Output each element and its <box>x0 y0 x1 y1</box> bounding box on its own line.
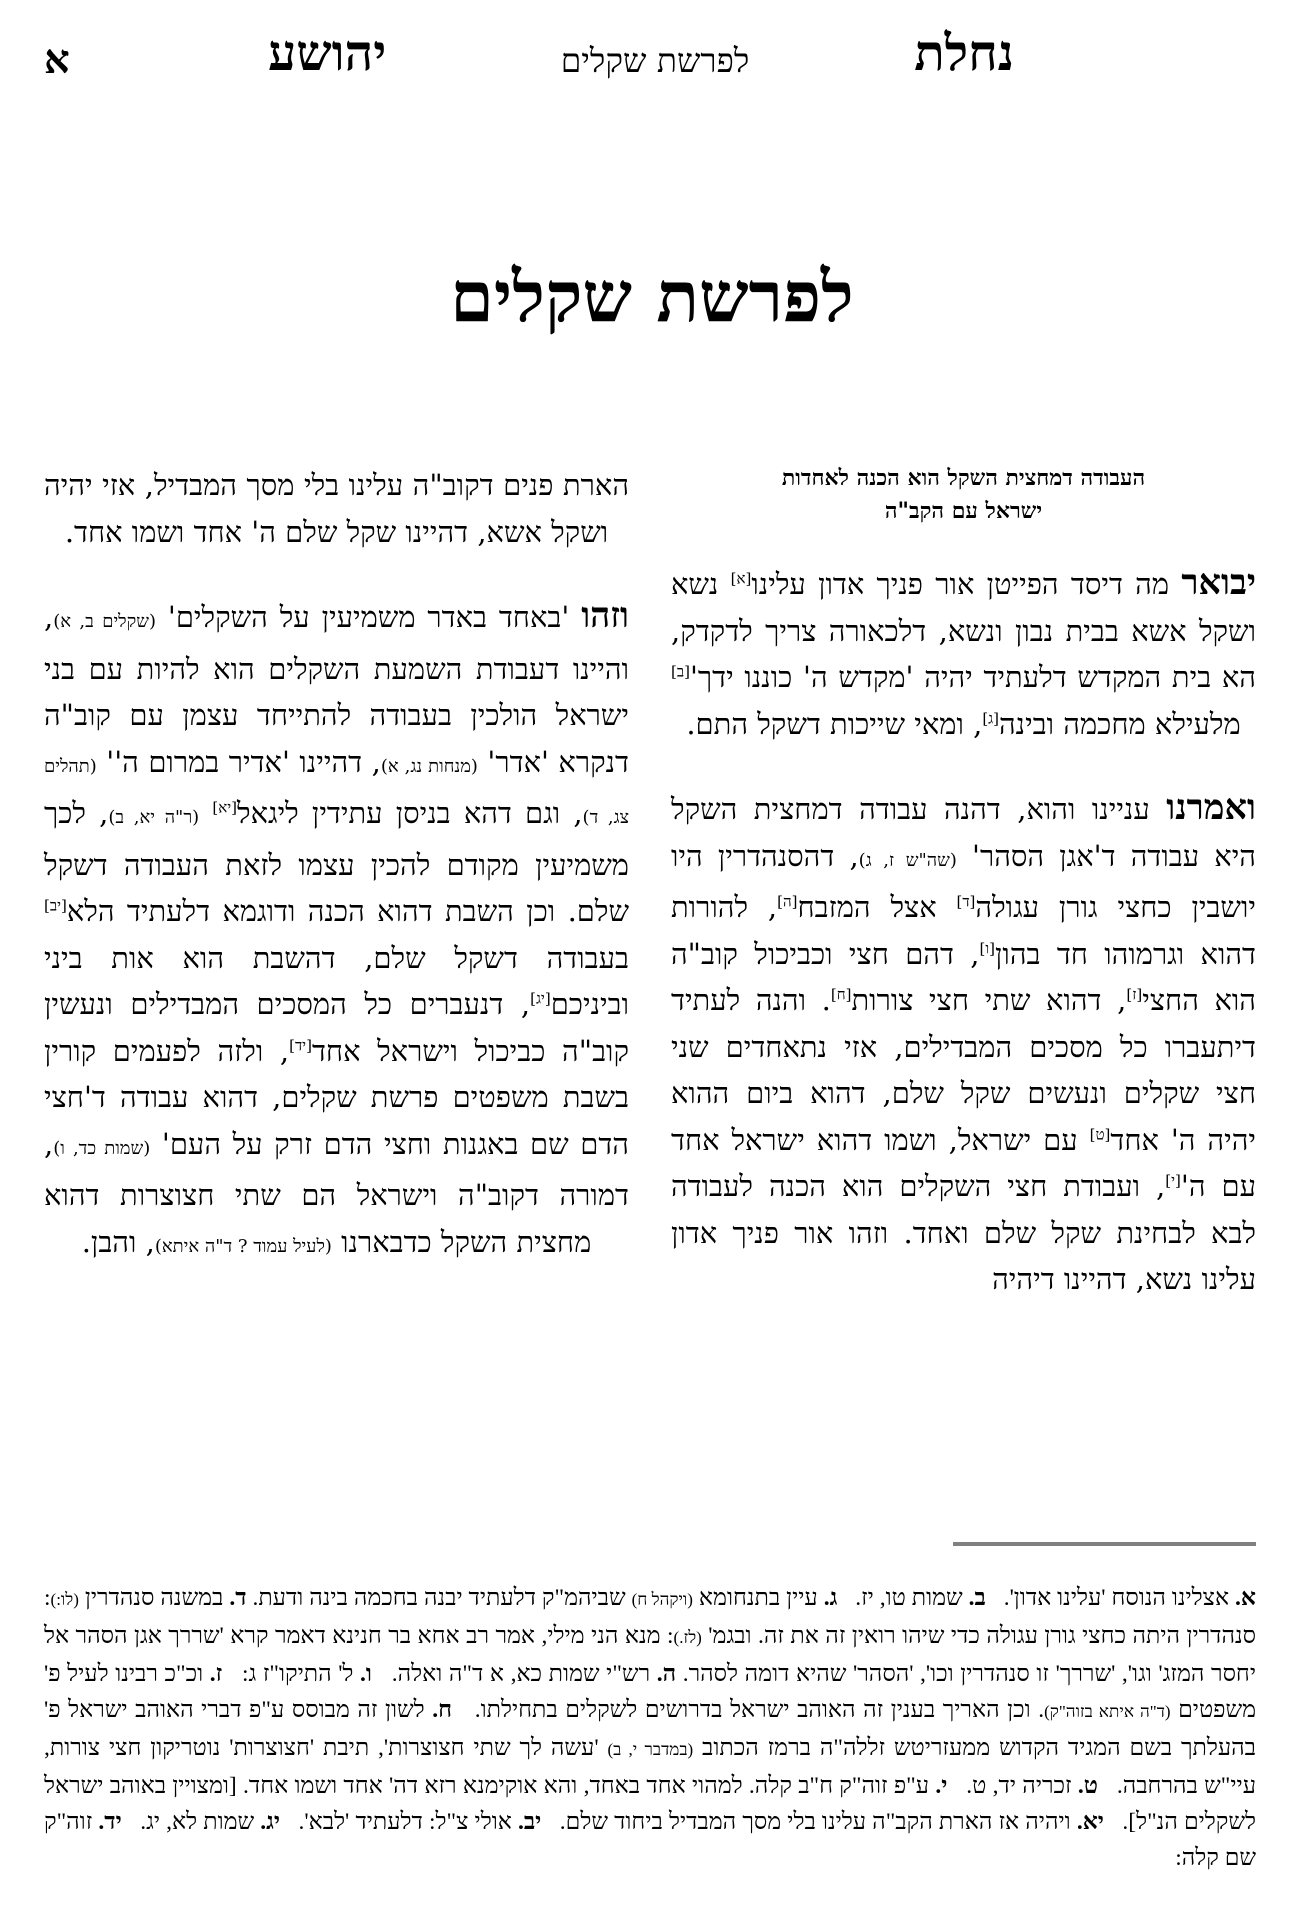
footnote-text: זכריה יד, ט. <box>966 1773 1078 1799</box>
paragraph-1 <box>671 560 1256 747</box>
footnote-ref[interactable]: [ז] <box>1126 985 1143 1004</box>
subheading <box>671 462 1256 528</box>
footnote-text: עיין בתנחומא <box>692 1585 824 1611</box>
text-run: , להורות דהוא וגרמוהו חד בהון <box>671 890 1256 971</box>
footnote-text: ל' התיקו"ז ג: <box>241 1661 361 1687</box>
footnote-text: ויהיה אז הארת הקב"ה עלינו בלי מסך המבדיל ביחוד שלם. <box>559 1809 1077 1835</box>
source-citation: (שקלים ב, א) <box>53 611 156 632</box>
section-title: לפרשת שקלים <box>450 255 854 338</box>
footnote-text: רש"י שמות כא, א ד"ה ואלה. <box>391 1661 657 1687</box>
text-run: , ולזה לפעמים קורין בשבת משפטים פרשת שקלים, דהוא עבודה ד'חצי הדם שם באגנות וחצי הדם זרק על העם' <box>44 1033 629 1161</box>
text-run: , והיינו דעבודת השמעת השקלים הוא להיות עם בני ישראל הולכין בעבודה להתייחד עצמן עם קוב"ה דנקרא 'אדר' <box>44 600 629 779</box>
running-header-title-left: יהושע <box>268 23 387 82</box>
footnote-letter: א. <box>1235 1585 1257 1611</box>
text-run: . והנה לעתיד דיתעברו כל מסכים המבדילים, אזי נתאחדים שני חצי שקלים ונעשים שקל שלם, דהוא ביום ההוא יהיה ה' אחד <box>671 983 1256 1157</box>
source-citation: (שה"ש ז, ג) <box>858 849 957 871</box>
text-run: , דנעברים כל המסכים המבדילים ונעשין קוב"ה כביכול וישראל אחד <box>44 987 629 1068</box>
text-run: מלעילא מחכמה ובינה <box>998 706 1241 741</box>
footnote-letter: ב. <box>968 1585 986 1611</box>
text-run: מה דיסד הפייטן אור פניך אדון עלינו <box>751 567 1182 601</box>
footnote-item <box>855 1585 986 1611</box>
paragraph-opener: ואמרנו <box>1166 787 1256 828</box>
footnote-ref[interactable]: [ב] <box>671 662 690 681</box>
text-run: , לכך משמיעין מקודם להכין עצמו לזאת העבודה דשקל שלם. וכן השבת דהוא הכנה ודוגמא דלעתיד הלא <box>44 796 629 928</box>
footnote-item <box>560 1809 1104 1835</box>
footnote-ref[interactable]: [ג] <box>982 708 999 727</box>
footnote-text: 'עשה לך שתי חצוצרות', תיבת 'חצוצרות' נוטריקון חצי צורות, עיי"ש בהרחבה. <box>44 1735 1256 1799</box>
footnote-text: אולי צ"ל: דלעתיד 'לבא'. <box>298 1809 518 1835</box>
footnote-text: . וכן האריך בענין זה האוהב ישראל בדרושים לשקלים בתחילתו. <box>474 1697 1045 1723</box>
text-run: , דהם חצי וכביכול קוב"ה הוא החצי <box>671 936 1256 1017</box>
text-run: , ומאי שייכות דשקל התם. <box>686 706 983 741</box>
footnote-letter: יב. <box>517 1809 542 1835</box>
text-run: , ועבודת חצי השקלים הוא הכנה לעבודה לבא לבחינת שקל שלם ואחד. וזהו אור פניך אדון עלינו נשא, דהיינו דיהיה <box>671 1169 1256 1296</box>
footnote-ref[interactable]: [ט] <box>1089 1124 1111 1143</box>
footnote-letter: ט. <box>1077 1773 1098 1799</box>
footnote-text: שמות לא, יג. <box>140 1809 261 1835</box>
text-run: נשא ושקל אשא בבית נבון ונשא, דלכאורה צריך לדקדק, הא בית המקדש דלעתיד יהיה 'מקדש ה' כוננו ידך' <box>671 567 1256 694</box>
footnote-text: שמות טו, יז. <box>855 1585 969 1611</box>
text-run: , דהסנהדרין היו יושבין כחצי גורן עגולה <box>671 838 1256 924</box>
footnote-letter: י. <box>935 1773 948 1799</box>
footnote-letter: ד. <box>229 1585 247 1611</box>
text-run: אצל המזבח <box>797 890 957 924</box>
footnote-item <box>966 1773 1098 1799</box>
footnote-text: : סנהדרין היתה כחצי גורן עגולה כדי שיהו רואין זה את זה. ובגמ' <box>44 1585 1256 1649</box>
footnote-source: (לז.) <box>673 1628 702 1647</box>
footnote-ref[interactable]: [ד] <box>956 892 976 911</box>
footnotes <box>44 1580 1256 1876</box>
footnote-ref[interactable]: [ו] <box>979 938 996 957</box>
footnote-letter: ו. <box>360 1661 372 1687</box>
page-number: א <box>44 36 70 83</box>
text-run: עניינו והוא, דהנה עבודה דמחצית השקל היא עבודה ד'אגן הסהר' <box>671 792 1256 873</box>
footnote-ref[interactable]: [יב] <box>44 896 67 915</box>
footnote-text: שביהמ"ק דלעתיד יבנה בחכמה בינה ודעת. <box>252 1585 632 1611</box>
footnote-divider <box>953 1542 1256 1546</box>
text-run: , דהיינו 'אדיר במרום ה'' <box>96 744 381 779</box>
footnote-text: אצלינו הנוסח 'עלינו אדון'. <box>1003 1585 1236 1611</box>
footnote-letter: יא. <box>1076 1809 1104 1835</box>
running-header <box>0 18 1304 88</box>
footnote-item <box>392 1661 676 1687</box>
text-run: , והבן. <box>81 1224 155 1259</box>
footnote-ref[interactable]: [יד] <box>289 1035 312 1054</box>
footnote-item <box>252 1585 837 1611</box>
footnote-source: (לו:) <box>50 1590 79 1609</box>
text-run: 'באחד באדר משמיעין על השקלים' <box>155 600 582 634</box>
footnote-letter: ה. <box>656 1661 677 1687</box>
source-citation: (מנחות נג, א) <box>380 755 478 777</box>
source-citation: (שמות כד, ו) <box>53 1137 151 1159</box>
running-header-parsha: לפרשת שקלים <box>560 41 750 80</box>
text-run: , דהוא שתי חצי צורות <box>851 983 1127 1017</box>
footnote-text: וכ"כ רבינו לעיל פ' משפטים <box>44 1661 1257 1723</box>
footnote-text: זוה"ק שם קלה: <box>44 1809 1256 1871</box>
footnote-source: (ויקהל ח) <box>631 1590 693 1609</box>
footnote-item <box>242 1661 372 1687</box>
footnote-text: במשנה סנהדרין <box>78 1585 230 1611</box>
text-run <box>199 796 212 830</box>
footnote-item <box>1004 1585 1256 1611</box>
footnote-ref[interactable]: [יא] <box>212 798 238 817</box>
footnote-letter: יד. <box>98 1809 122 1835</box>
footnote-letter: ח. <box>432 1697 453 1723</box>
source-citation: (לעיל עמוד ? ד"ה איתא) <box>154 1235 332 1257</box>
right-column <box>671 462 1256 1341</box>
footnote-ref[interactable]: [יג] <box>530 989 551 1008</box>
subheading-line-2: ישראל עם הקב"ה <box>884 498 1043 524</box>
paragraph-3: הארת פנים דקוב"ה עלינו בלי מסך המבדיל, אזי יהיה ושקל אשא, דהיינו שקל שלם ה' אחד ושמו אחד. <box>44 468 629 549</box>
paragraph-2 <box>671 785 1256 1303</box>
footnote-ref[interactable]: [י] <box>1165 1171 1181 1190</box>
paragraph-opener: יבואר <box>1181 562 1256 603</box>
left-column <box>44 462 629 1308</box>
footnote-source: (ד"ה איתא בזוה"ק) <box>1044 1702 1171 1721</box>
subheading-line-1: העבודה דמחצית השקל הוא הכנה לאחדות <box>781 465 1146 491</box>
text-run: , דמורה דקוב"ה וישראל הם שתי חצוצרות דהוא מחצית השקל כדבארנו <box>44 1126 629 1259</box>
footnote-item <box>140 1809 280 1835</box>
running-header-title-right: נחלת <box>914 23 1014 82</box>
paragraph-opener: וזהו <box>581 595 629 636</box>
footnote-item <box>299 1809 542 1835</box>
footnote-text: ע"פ זוה"ק ח"ב קלה. למהוי אחד באחד, והא אוקימנא רזא דה' אחד ושמו אחד. [ומצויין באוהב ישראל לשקלים הנ"ל]. <box>44 1773 1257 1835</box>
footnote-source: (במדבר י, ב) <box>607 1740 694 1759</box>
footnote-letter: יג. <box>260 1809 281 1835</box>
footnote-ref[interactable]: [א] <box>730 569 752 588</box>
footnote-letter: ז. <box>209 1661 223 1687</box>
footnote-text: : מנא הני מילי, אמר רב אחא בר חנינא דאמר קרא 'שררך אגן הסהר אל יחסר המזג' וגו', 'שררך' זו סנהדרין וכו', 'הסהר' שהיא דומה לסהר. <box>44 1623 1257 1687</box>
text-run: עם ישראל, ושמו דהוא ישראל אחד עם ה' <box>671 1122 1256 1203</box>
source-citation: (תהלים צג, ד) <box>44 755 630 828</box>
text-run: , וגם דהא בניסן עתידין ליגאל <box>237 796 583 830</box>
text-run: בעבודה דשקל שלם, דהשבת הוא אות ביני וביניכם <box>44 940 629 1021</box>
paragraph-4 <box>44 593 629 1270</box>
footnote-ref[interactable]: [ה] <box>777 892 798 911</box>
source-citation: (ר"ה יא, ב) <box>108 807 200 828</box>
footnote-text: לשון זה מבוסס ע"פ דברי האוהב ישראל פ' בהעלתך בשם המגיד הקדוש ממעזריטש זללה"ה ברמז הכתוב <box>44 1697 1256 1761</box>
footnote-ref[interactable]: [ח] <box>830 985 852 1004</box>
footnote-letter: ג. <box>823 1585 838 1611</box>
